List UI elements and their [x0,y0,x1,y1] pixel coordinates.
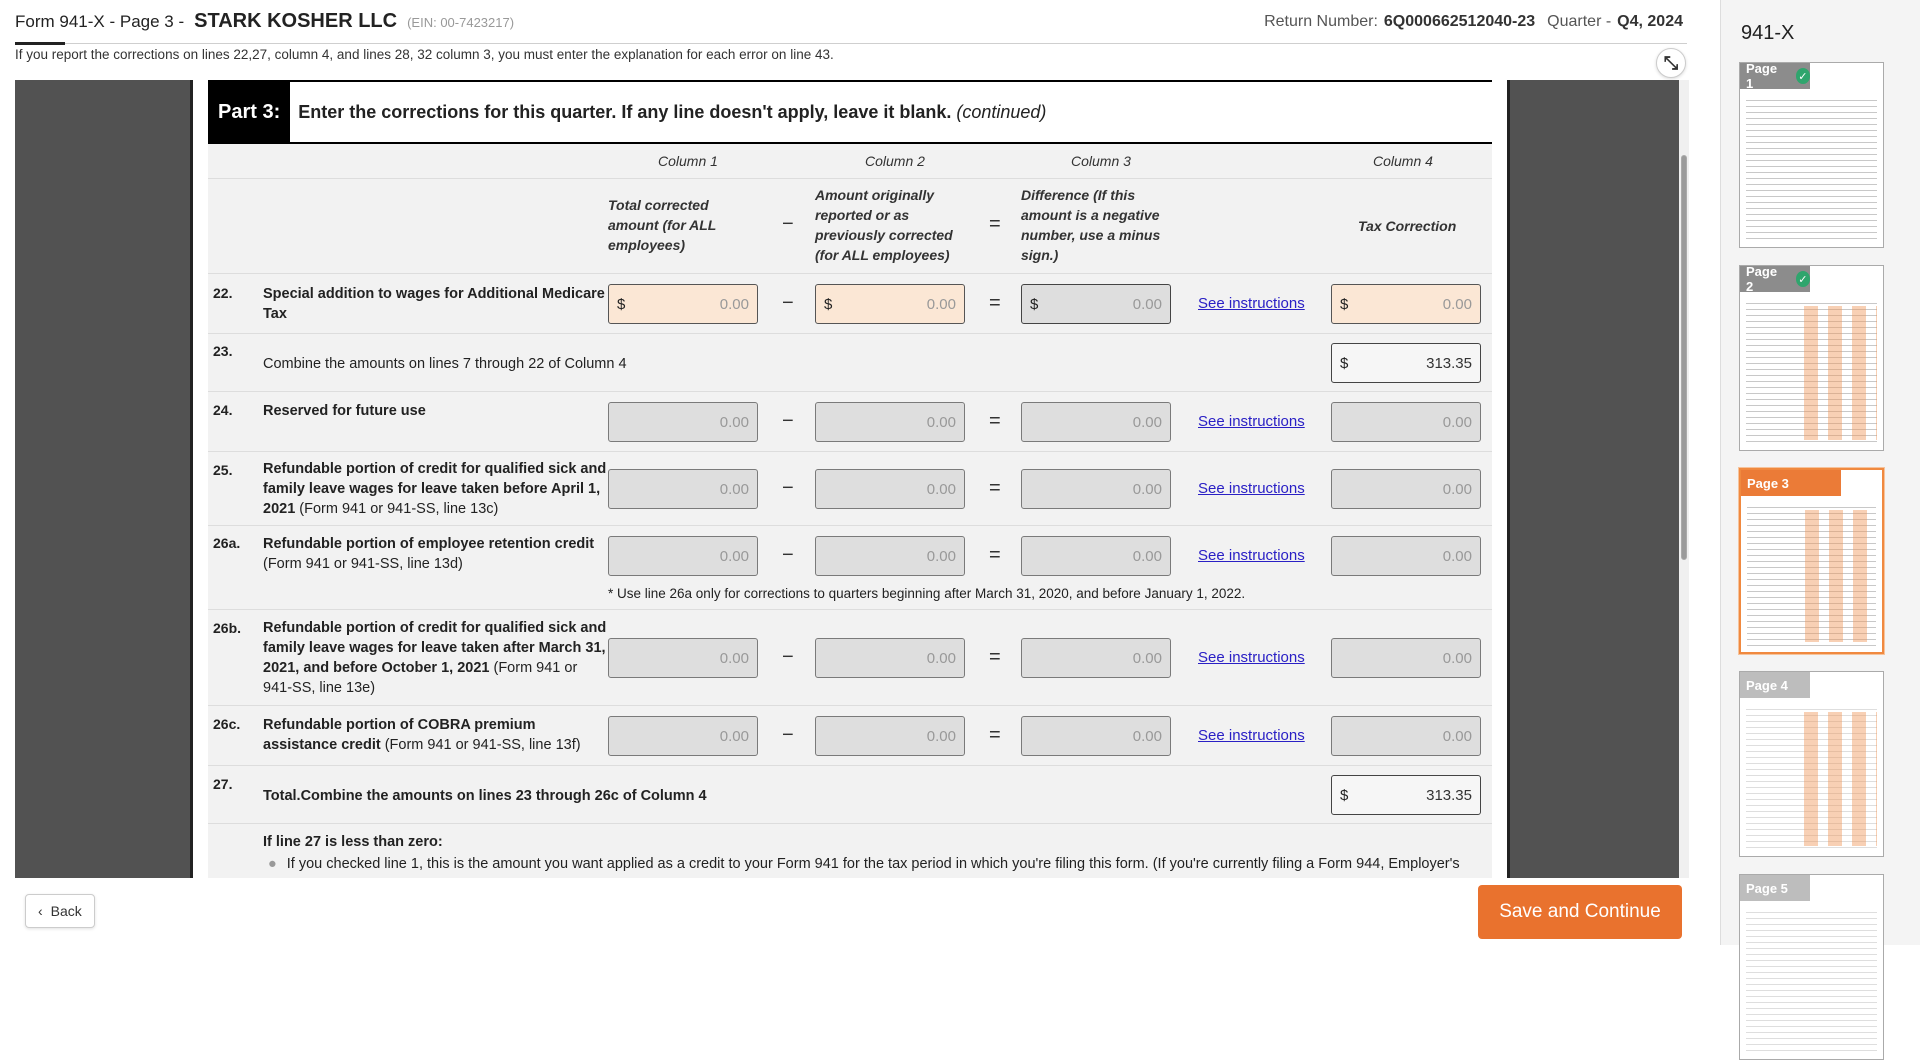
see-instructions-link[interactable]: See instructions [1198,727,1305,744]
line-number: 26a. [213,535,241,551]
sidebar-title: 941-X [1741,22,1795,44]
line-26c-label: Refundable portion of COBRA premium assistance credit (Form 941 or 941-SS, line 13f) [263,717,581,753]
see-instructions-link[interactable]: See instructions [1198,480,1305,497]
part-title-suffix: (continued) [956,101,1047,122]
line-22-col2-input[interactable]: $ 0.00 [815,284,965,324]
line-22-col4-input[interactable]: $ 0.00 [1331,284,1481,324]
line-25-label: Refundable portion of credit for qualified sick and family leave wages for leave taken before April 1, 2021 (Form 941 or 941-SS, line 13c) [263,461,607,517]
header-underline [15,42,65,45]
line-23-col4-field: $ 313.35 [1331,343,1481,383]
see-instructions-link[interactable]: See instructions [1198,295,1305,312]
minus-sign: − [782,544,794,566]
equals-sign: = [989,477,1001,499]
return-number-label: Return Number: [1264,12,1378,30]
quarter-label: Quarter - [1547,12,1612,30]
part-title-text: Enter the corrections for this quarter. If any line doesn't apply, leave it blank. [298,101,952,122]
viewer-scrollbar[interactable] [1679,80,1689,878]
line-26c-col1-field: 0.00 [608,716,758,756]
viewer-scrollbar-thumb[interactable] [1681,155,1687,560]
explanation-notice: If you report the corrections on lines 22,27, column 4, and lines 28, 32 column 3, you must enter the explanation for each error on line 43. [15,47,834,62]
minus-sign: − [782,477,794,499]
column-descriptions [208,179,1492,274]
line-26a-label: Refundable portion of employee retention credit (Form 941 or 941-SS, line 13d) [263,536,595,572]
form-page-label: Form 941-X - Page 3 - [15,12,185,31]
form-viewer [15,80,1689,878]
line-number: 25. [213,462,233,478]
line-26b-row [208,610,1492,706]
column-2-header: Column 2 [865,153,925,169]
line-24-col2-field: 0.00 [815,402,965,442]
line-number: 27. [213,776,233,792]
page-thumbnail-1[interactable]: Page 1 ✓ [1739,62,1884,248]
line-26b-col1-field: 0.00 [608,638,758,678]
line-26b-col4-field: 0.00 [1331,638,1481,678]
equals-sign: = [989,213,1001,235]
return-number: 6Q000662512040-23 [1383,12,1536,30]
return-info [1264,13,1687,31]
line-24-row [208,392,1492,452]
ein-label: (EIN: 00-7423217) [407,15,515,30]
minus-sign: − [782,724,794,746]
line-number: 26c. [213,716,241,732]
line-26b-col2-field: 0.00 [815,638,965,678]
line-25-row [208,452,1492,526]
footer-bar [0,878,1700,945]
column-2-desc: Amount originally reported or as previously corrected (for ALL employees) [815,187,953,263]
collapse-icon[interactable]: ⤡ [1656,48,1686,78]
line-23-label: Combine the amounts on lines 7 through 22 of Column 4 [263,356,627,372]
minus-sign: − [782,410,794,432]
minus-sign: − [782,292,794,314]
line-26a-col1-field: 0.00 [608,536,758,576]
back-button[interactable] [25,894,95,928]
line-24-label: Reserved for future use [263,403,426,419]
page-thumbnails-sidebar [1720,0,1920,945]
column-3-desc: Difference (If this amount is a negative number, use a minus sign.) [1021,187,1161,263]
line-number: 23. [213,343,233,359]
line-25-col2-field: 0.00 [815,469,965,509]
line-22-col1-input[interactable]: $ 0.00 [608,284,758,324]
save-and-continue-button[interactable]: Save and Continue [1478,885,1682,939]
line-24-col1-field: 0.00 [608,402,758,442]
back-button-label: Back [50,903,82,919]
line-27-col4-field: $ 313.35 [1331,775,1481,815]
page-thumbnail-4[interactable]: Page 4 [1739,671,1884,857]
form-page [190,80,1510,878]
equals-sign: = [989,544,1001,566]
less-than-zero-heading: If line 27 is less than zero: [263,834,443,850]
see-instructions-link[interactable]: See instructions [1198,547,1305,564]
line-number: 26b. [213,620,242,636]
line-26b-col3-field: 0.00 [1021,638,1171,678]
line-23-row [208,334,1492,392]
page-thumbnail-5[interactable]: Page 5 [1739,874,1884,1060]
line-22-col3-field: $ 0.00 [1021,284,1171,324]
line-26c-row [208,706,1492,766]
see-instructions-link[interactable]: See instructions [1198,649,1305,666]
company-name: STARK KOSHER LLC [194,10,398,32]
minus-sign: − [782,646,794,668]
line-26c-col4-field: 0.00 [1331,716,1481,756]
line-22-row [208,274,1492,334]
line-26a-col2-field: 0.00 [815,536,965,576]
part-title [290,102,1046,123]
part3-form [208,80,1492,904]
line-number: 24. [213,402,233,418]
line-26c-col2-field: 0.00 [815,716,965,756]
check-icon: ✓ [1796,271,1810,287]
line-22-label: Special addition to wages for Additional Medicare Tax [263,286,605,322]
part-tag: Part 3: [208,82,290,142]
column-3-header: Column 3 [1071,153,1131,169]
equals-sign: = [989,724,1001,746]
see-instructions-link[interactable]: See instructions [1198,413,1305,430]
equals-sign: = [989,292,1001,314]
header-title [15,10,514,33]
line-25-col3-field: 0.00 [1021,469,1171,509]
line-25-col4-field: 0.00 [1331,469,1481,509]
equals-sign: = [989,646,1001,668]
page-thumbnail-2[interactable]: Page 2 ✓ [1739,265,1884,451]
line-26b-label: Refundable portion of credit for qualified sick and family leave wages for leave taken after March 31, 2021, and before October 1, 2021 (Form 941 or 941-SS, line 13e) [263,620,607,696]
column-headers [208,144,1492,179]
column-4-desc: Tax Correction [1358,218,1457,234]
column-1-header: Column 1 [658,153,718,169]
line-26c-col3-field: 0.00 [1021,716,1171,756]
less-than-zero-bullet: ● If you checked line 1, this is the amount you want applied as a credit to your Form 941 for the tax period in which you're filing this form. (If you're currently filing a Form 944, Employer's [268,856,1460,872]
line-27-label: Total.Combine the amounts on lines 23 through 26c of Column 4 [263,788,707,804]
line-24-col4-field: 0.00 [1331,402,1481,442]
line-26a-row [208,526,1492,610]
page-header [15,0,1687,44]
line-24-col3-field: 0.00 [1021,402,1171,442]
column-1-desc: Total corrected amount (for ALL employees) [608,197,717,253]
column-4-header: Column 4 [1373,153,1433,169]
line-26a-note: * Use line 26a only for corrections to quarters beginning after March 31, 2020, and before January 1, 2022. [608,586,1246,601]
quarter-value: Q4, 2024 [1617,12,1683,30]
minus-sign: − [782,213,794,235]
part3-header [208,80,1492,144]
line-27-row [208,766,1492,824]
line-25-col1-field: 0.00 [608,469,758,509]
equals-sign: = [989,410,1001,432]
line-26a-col3-field: 0.00 [1021,536,1171,576]
page-thumbnail-3[interactable]: Page 3 [1739,468,1884,654]
chevron-left-icon: ‹ [38,903,43,919]
line-number: 22. [213,285,233,301]
line-26a-col4-field: 0.00 [1331,536,1481,576]
check-icon: ✓ [1796,68,1810,84]
